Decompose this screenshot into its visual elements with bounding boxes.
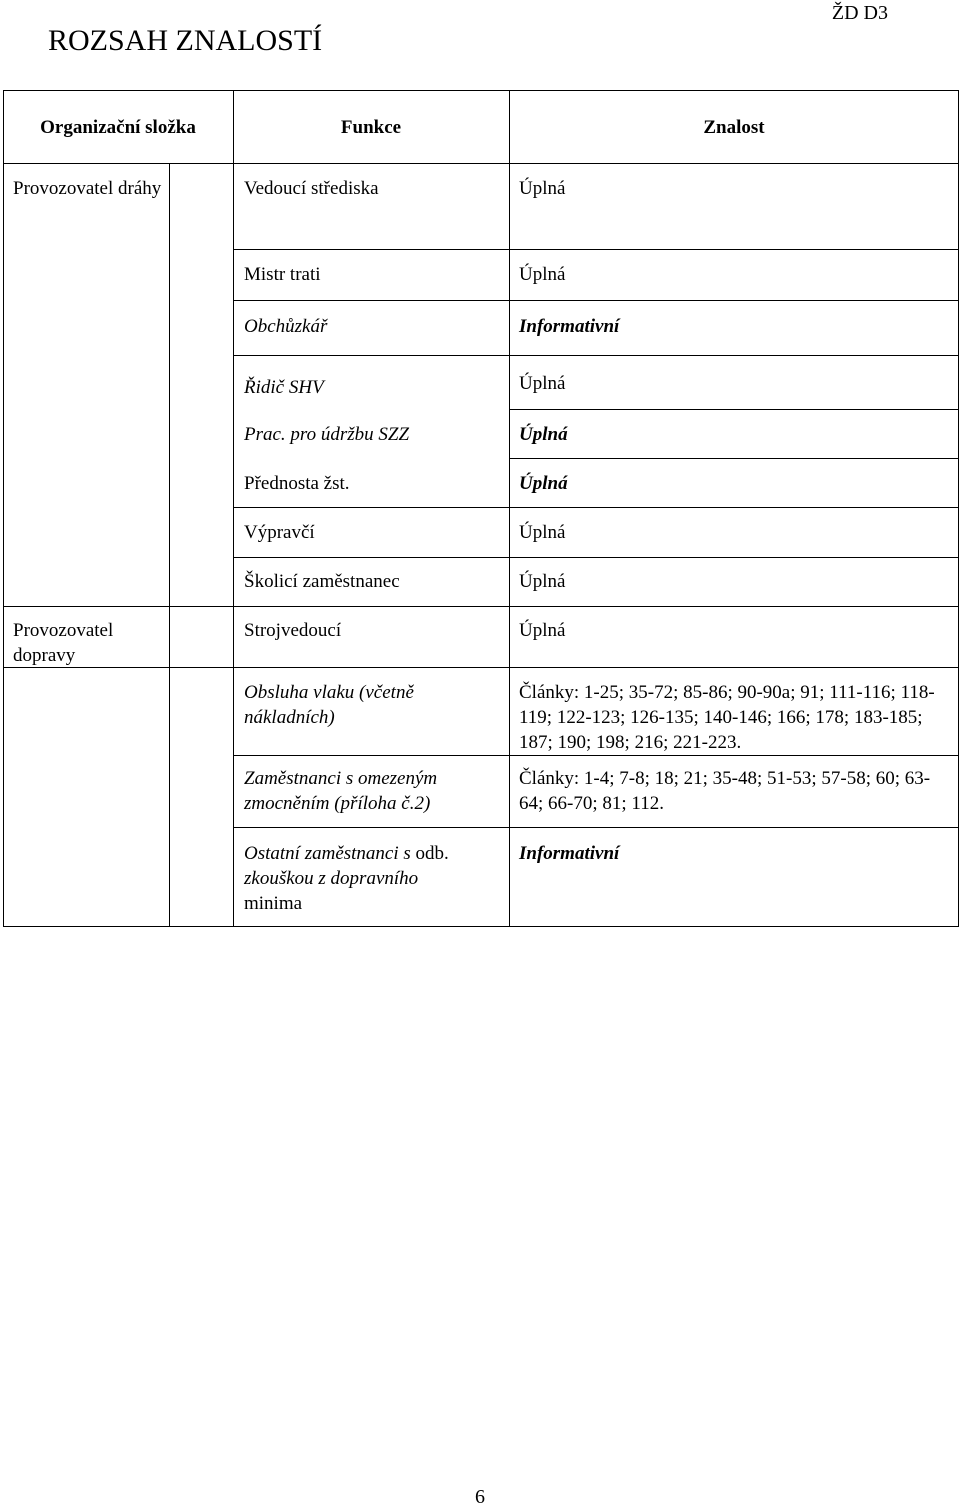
row-divider [233,300,959,301]
znalost-cell: Úplná [519,571,566,592]
column-divider-funkce [233,90,234,927]
column-header-znalost: Znalost [703,117,765,138]
table-border-right [958,90,959,927]
funkce-cell: Mistr trati [244,264,321,285]
row-divider [509,458,959,459]
table-border-bottom [3,926,959,927]
group-label-provozovatel-drahy: Provozovatel dráhy [13,178,162,199]
funkce-text-plain: odb. [415,843,449,864]
funkce-cell: Obsluha vlaku (včetně nákladních) [244,682,414,728]
row-divider [233,557,959,558]
funkce-cell: Vedoucí střediska [244,178,379,199]
group-label-provozovatel-dopravy: Provozovatel dopravy [13,620,114,666]
funkce-text-plain: minima [244,893,303,914]
funkce-text-italic: zkouškou z dopravního [244,868,419,889]
table-border-left [3,90,4,927]
znalost-cell: Úplná [519,473,568,494]
funkce-cell: Přednosta žst. [244,473,350,494]
znalost-cell: Úplná [519,522,566,543]
znalost-cell: Úplná [519,373,566,394]
column-header-funkce: Funkce [340,117,402,138]
row-divider [233,507,959,508]
znalost-cell: Informativní [519,843,620,864]
column-header-organizacni-slozka: Organizační složka [40,117,196,138]
row-divider [233,755,959,756]
funkce-cell: Školicí zaměstnanec [244,571,400,592]
row-divider [233,355,959,356]
znalost-cell: Úplná [519,620,566,641]
row-divider [233,827,959,828]
funkce-cell: Řidič SHV [244,377,324,398]
group-divider [3,606,959,607]
znalost-cell: Články: 1-4; 7-8; 18; 21; 35-48; 51-53; 57-58; 60; 63-64; 66-70; 81; 112. [519,768,931,814]
funkce-cell: Obchůzkář [244,316,328,337]
funkce-cell: Prac. pro údržbu SZZ [244,424,410,445]
row-divider [233,249,959,250]
znalost-cell: Úplná [519,424,568,445]
funkce-cell: Zaměstnanci s omezeným zmocněním (příloha č.2) [244,768,438,814]
page-number: 6 [475,1486,485,1508]
znalost-cell: Články: 1-25; 35-72; 85-86; 90-90a; 91; 111-116; 118-119; 122-123; 126-135; 140-146; 166; 178; 183-185; 187; 190; 198; 216; 221-223. [519,682,935,753]
document-code: ŽD D3 [831,2,888,24]
funkce-text-italic: Ostatní zaměstnanci s [244,843,411,864]
document-title: ROZSAH ZNALOSTÍ [48,24,323,57]
knowledge-table [3,90,959,927]
column-divider-znalost [509,90,510,927]
table-border-top [3,90,959,91]
znalost-cell: Úplná [519,264,566,285]
funkce-cell: Výpravčí [244,522,315,543]
znalost-cell: Úplná [519,178,566,199]
funkce-cell [244,841,504,916]
header-divider [3,163,959,164]
column-divider-inner [169,163,170,927]
row-divider [509,409,959,410]
znalost-cell: Informativní [519,316,620,337]
funkce-cell: Strojvedoucí [244,620,342,641]
